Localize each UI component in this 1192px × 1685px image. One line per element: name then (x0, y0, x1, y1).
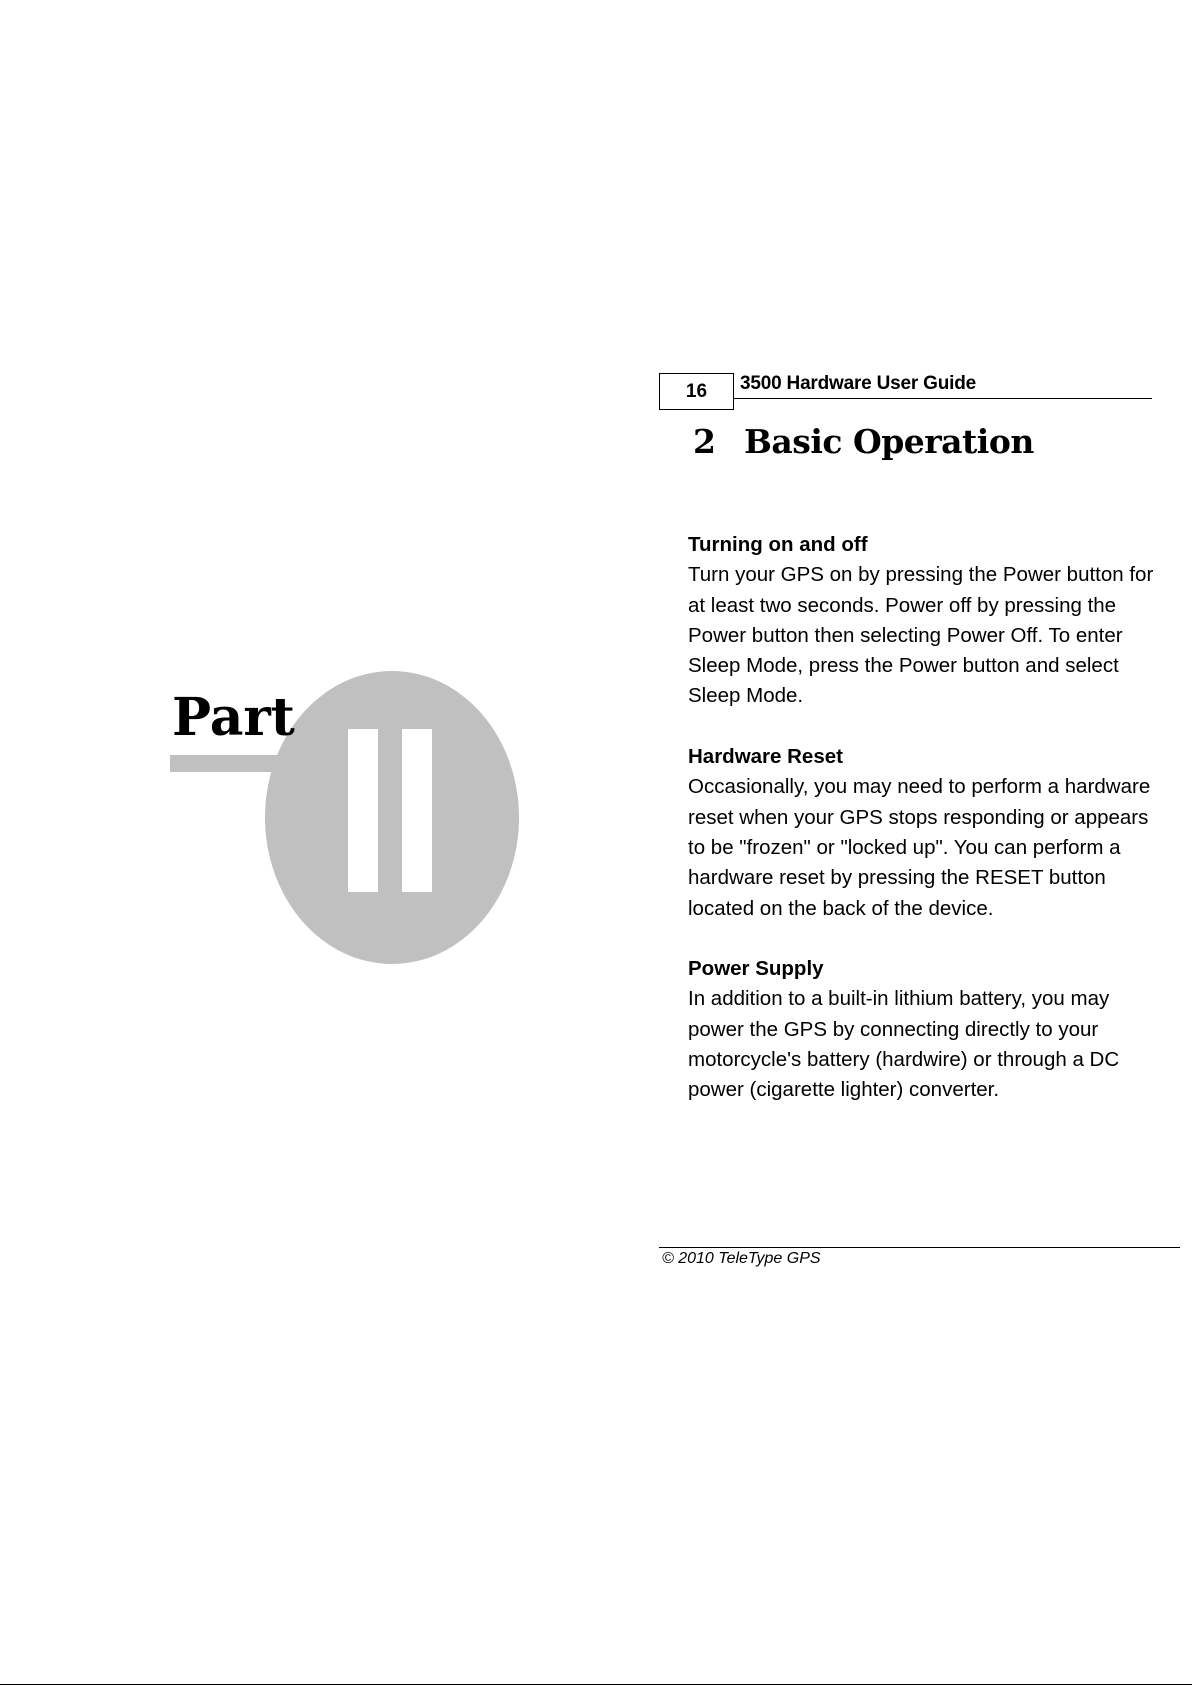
part-label: Part (172, 687, 295, 748)
copyright-footer: © 2010 TeleType GPS (662, 1250, 821, 1267)
section-heading: Turning on and off (688, 533, 868, 556)
section-turning-on-off (688, 530, 1158, 712)
section-body: Turn your GPS on by pressing the Power button for at least two seconds. Power off by pressing the Power button then selecting Power Off. To enter Sleep Mode, press the Power button and select Sleep Mode. (688, 563, 1154, 708)
roman-numeral-two-icon (265, 671, 519, 964)
header-rule (734, 398, 1152, 399)
section-body: In addition to a built-in lithium battery, you may power the GPS by connecting directly to your motorcycle's battery (hardwire) or through a DC power (cigarette lighter) converter. (688, 987, 1120, 1102)
section-hardware-reset (688, 742, 1158, 924)
chapter-title: Basic Operation (744, 422, 1034, 461)
numeral-stroke (402, 729, 432, 892)
chapter-number: 2 (693, 422, 716, 461)
page-number: 16 (659, 373, 734, 410)
section-heading: Power Supply (688, 957, 824, 981)
section-heading: Hardware Reset (688, 745, 843, 769)
chapter-content (688, 530, 1158, 1136)
running-header: 3500 Hardware User Guide (740, 373, 976, 394)
section-power-supply (688, 954, 1158, 1105)
section-body: Occasionally, you may need to perform a hardware reset when your GPS stops responding or appears to be "frozen" or "locked up". You can perform a hardware reset by pressing the RESET button located on the back of the device. (688, 775, 1151, 920)
footer-rule (659, 1247, 1180, 1248)
numeral-stroke (348, 729, 378, 892)
